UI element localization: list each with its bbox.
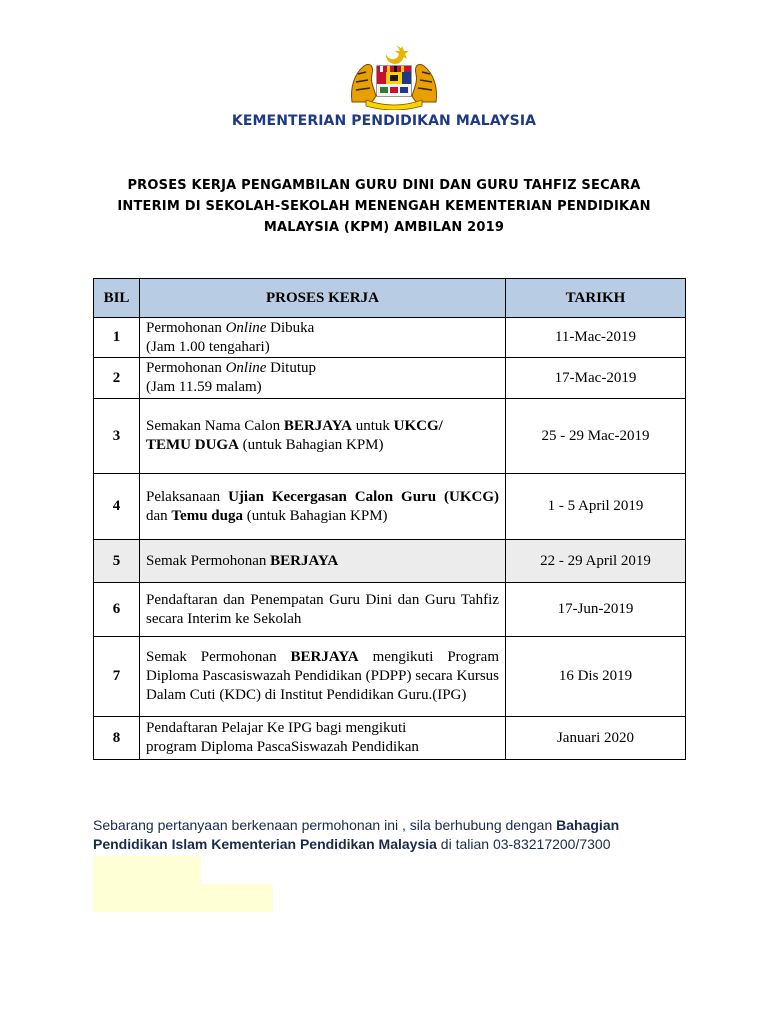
text-run: Semak Permohonan <box>146 552 271 569</box>
table-row <box>94 318 686 358</box>
text-run: Pelaksanaan <box>146 488 229 505</box>
text-run: Semak Permohonan <box>146 649 291 665</box>
text-run: Ditutup <box>266 360 316 376</box>
title-line-3: MALAYSIA (KPM) AMBILAN 2019 <box>263 220 505 235</box>
row-process <box>140 474 506 540</box>
title-line-2: INTERIM DI SEKOLAH-SEKOLAH MENENGAH KEMENTERIAN PENDIDIKAN <box>117 199 651 214</box>
note-suffix: di talian 03-83217200/7300 <box>436 836 611 852</box>
text-run: program Diploma PascaSiswazah Pendidikan <box>146 739 419 755</box>
text-run: (untuk Bahagian KPM) <box>242 507 388 524</box>
bold-text: Ujian Kecergasan Calon Guru (UKCG) <box>228 488 499 505</box>
text-run: mengikuti Program Diploma Pascasiswazah Pendidikan (PDPP) secara Kursus Dalam Cuti (KDC) di Institut Pendidikan Guru.(IPG) <box>146 649 499 703</box>
text-run: (Jam 1.00 tengahari) <box>146 338 270 355</box>
row-date: 1 - 5 April 2019 <box>506 474 686 540</box>
row-date: Januari 2020 <box>506 717 686 760</box>
row-date: 22 - 29 April 2019 <box>506 540 686 583</box>
text-run: (untuk Bahagian KPM) <box>238 437 384 453</box>
text-run: Permohonan <box>146 360 226 376</box>
text-run: Pendaftaran Pelajar Ke IPG bagi mengikuti <box>146 720 407 736</box>
bold-text: BERJAYA <box>290 649 359 665</box>
bold-text: BERJAYA <box>270 552 339 569</box>
text-run: Permohonan <box>146 319 226 336</box>
bold-text: TEMU DUGA <box>146 437 239 453</box>
table-row <box>94 399 686 474</box>
row-number: 1 <box>94 318 140 358</box>
schedule-table <box>93 278 686 760</box>
header-bil: BIL <box>94 279 140 318</box>
text-run: (Jam 11.59 malam) <box>146 379 262 395</box>
row-number: 2 <box>94 358 140 399</box>
row-date: 11-Mac-2019 <box>506 318 686 358</box>
ministry-name: KEMENTERIAN PENDIDIKAN MALAYSIA <box>231 113 537 129</box>
row-process <box>140 358 506 399</box>
table-row <box>94 358 686 399</box>
text-run: Semakan Nama Calon <box>146 418 284 434</box>
italic-text: Online <box>225 319 267 336</box>
table-row <box>94 583 686 637</box>
italic-text: Online <box>225 360 267 376</box>
row-number: 7 <box>94 637 140 717</box>
text-run: dan <box>146 507 172 524</box>
row-process <box>140 583 506 637</box>
row-date: 17-Jun-2019 <box>506 583 686 637</box>
bold-text: BERJAYA <box>283 418 352 434</box>
row-number: 8 <box>94 717 140 760</box>
text-highlight <box>93 884 273 912</box>
text-run: untuk <box>351 418 394 434</box>
bold-text: UKCG/ <box>393 418 443 434</box>
row-date: 16 Dis 2019 <box>506 637 686 717</box>
row-process <box>140 540 506 583</box>
bold-text: Temu duga <box>171 507 243 524</box>
text-run: Pendaftaran dan Penempatan Guru Dini dan Guru Tahfiz secara Interim ke Sekolah <box>146 591 499 627</box>
row-number: 5 <box>94 540 140 583</box>
text-run: Dibuka <box>266 319 315 336</box>
row-process <box>140 399 506 474</box>
row-date: 25 - 29 Mac-2019 <box>506 399 686 474</box>
row-number: 6 <box>94 583 140 637</box>
header-proses-kerja: PROSES KERJA <box>140 279 506 318</box>
coat-of-arms-icon <box>344 44 444 110</box>
table-row <box>94 540 686 583</box>
table-row <box>94 637 686 717</box>
table-row <box>94 474 686 540</box>
row-date: 17-Mac-2019 <box>506 358 686 399</box>
row-process <box>140 318 506 358</box>
contact-note <box>93 816 693 854</box>
header-tarikh: TARIKH <box>506 279 686 318</box>
table-header-row <box>94 279 686 318</box>
row-process <box>140 637 506 717</box>
table-row <box>94 717 686 760</box>
title-line-1: PROSES KERJA PENGAMBILAN GURU DINI DAN GURU TAHFIZ SECARA <box>127 178 641 193</box>
document-title <box>100 175 668 238</box>
note-department: Bahagian Pendidikan Islam Kementerian Pendidikan Malaysia <box>93 817 620 852</box>
row-number: 4 <box>94 474 140 540</box>
row-process <box>140 717 506 760</box>
note-prefix: Sebarang pertanyaan berkenaan permohonan ini , sila berhubung dengan <box>93 817 557 833</box>
row-number: 3 <box>94 399 140 474</box>
